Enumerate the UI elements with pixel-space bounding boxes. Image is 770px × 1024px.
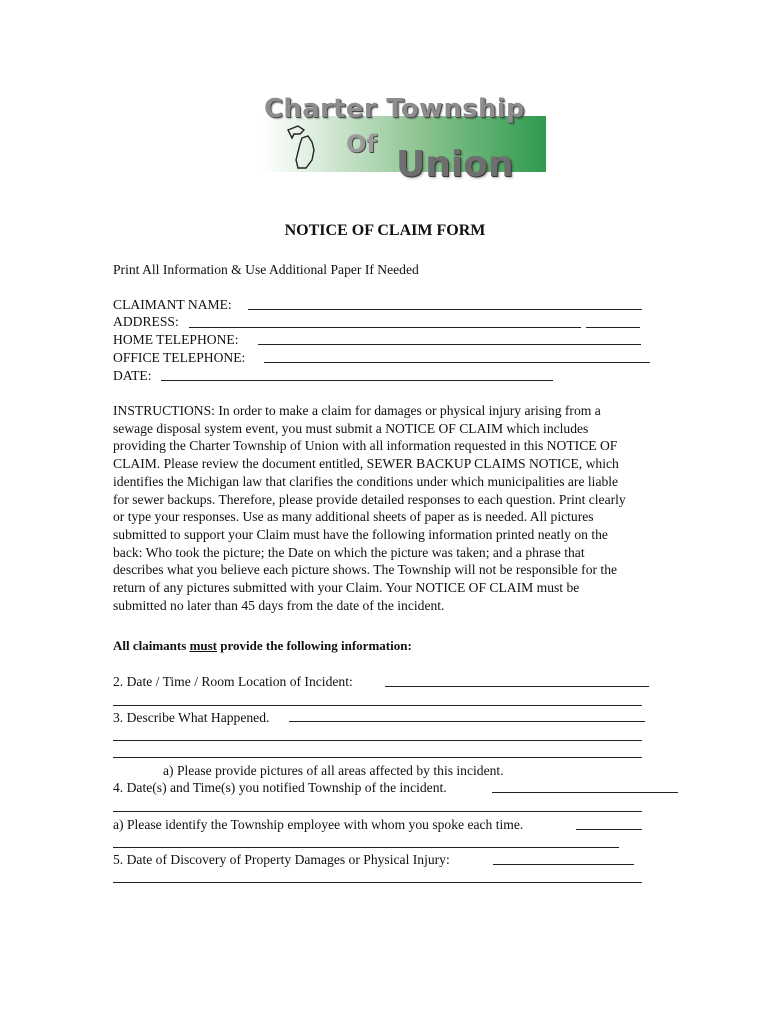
question-4-label: 4. Date(s) and Time(s) you notified Township of the incident. [113,780,447,795]
michigan-map-icon [284,124,324,172]
office-telephone-label: OFFICE TELEPHONE: [113,350,246,365]
address-label: ADDRESS: [113,314,179,329]
instructions-line: providing the Charter Township of Union with all information requested in this NOTICE OF [113,438,618,454]
home-telephone-field[interactable] [258,344,641,345]
question-4a-field[interactable] [576,829,642,830]
date-field[interactable] [161,380,553,381]
question-4-field-continued[interactable] [113,811,642,812]
question-3-field-line-3[interactable] [113,757,642,758]
question-5-field-continued[interactable] [113,882,642,883]
logo-line-1: Charter Township [264,94,525,124]
instructions-line: or type your responses. Use as many additional sheets of paper as is needed. All pictures [113,509,594,525]
township-logo [260,94,546,186]
claimants-heading-emphasis: must [189,638,218,653]
address-field[interactable] [189,327,581,328]
claimants-heading-text-end: provide the following information: [217,638,412,653]
instructions-paragraph [113,402,683,614]
instructions-line: INSTRUCTIONS: In order to make a claim for damages or physical injury arising from a [113,403,601,418]
office-telephone-field[interactable] [264,362,650,363]
claimant-name-field[interactable] [248,309,642,310]
instructions-line: for sewer backups. Therefore, please provide detailed responses to each question. Print clearly [113,491,626,507]
question-2-label: 2. Date / Time / Room Location of Incident: [113,674,353,689]
question-5-label: 5. Date of Discovery of Property Damages or Physical Injury: [113,852,450,867]
question-4a-field-continued[interactable] [113,847,619,848]
instructions-line: back: Who took the picture; the Date on which the picture was taken; and a phrase that [113,544,585,560]
date-label: DATE: [113,368,152,383]
claimants-heading [113,637,412,654]
logo-line-2: Of [346,130,377,158]
question-3a-label: a) Please provide pictures of all areas affected by this incident. [163,763,504,778]
claimant-name-label: CLAIMANT NAME: [113,297,232,312]
instructions-line: return of any pictures submitted with your Claim. Your NOTICE OF CLAIM must be [113,580,580,596]
question-5-field[interactable] [493,864,634,865]
logo-line-3: Union [396,144,514,185]
question-2-field[interactable] [385,686,649,687]
home-telephone-label: HOME TELEPHONE: [113,332,239,347]
instructions-line: identifies the Michigan law that clarifies the conditions under which municipalities are liable [113,473,619,489]
instructions-line: CLAIM. Please review the document entitled, SEWER BACKUP CLAIMS NOTICE, which [113,456,619,472]
question-4-field[interactable] [492,792,678,793]
instructions-line: sewage disposal system event, you must submit a NOTICE OF CLAIM which includes [113,420,589,436]
form-subtitle: Print All Information & Use Additional Paper If Needed [113,262,419,277]
question-3-field-line-2[interactable] [113,740,642,741]
question-2-field-continued[interactable] [113,705,642,706]
question-3-field[interactable] [289,721,645,722]
instructions-line: describes what you believe each picture shows. The Township will not be responsible for the [113,562,618,578]
form-title: NOTICE OF CLAIM FORM [284,222,486,239]
address-field-extra[interactable] [586,327,640,328]
instructions-line: submitted no later than 45 days from the date of the incident. [113,597,445,613]
question-3-label: 3. Describe What Happened. [113,710,270,725]
question-4a-label: a) Please identify the Township employee with whom you spoke each time. [113,817,524,832]
instructions-line: submitted to support your Claim must have the following information printed neatly on the [113,526,608,542]
claimants-heading-text: All claimants [113,638,190,653]
